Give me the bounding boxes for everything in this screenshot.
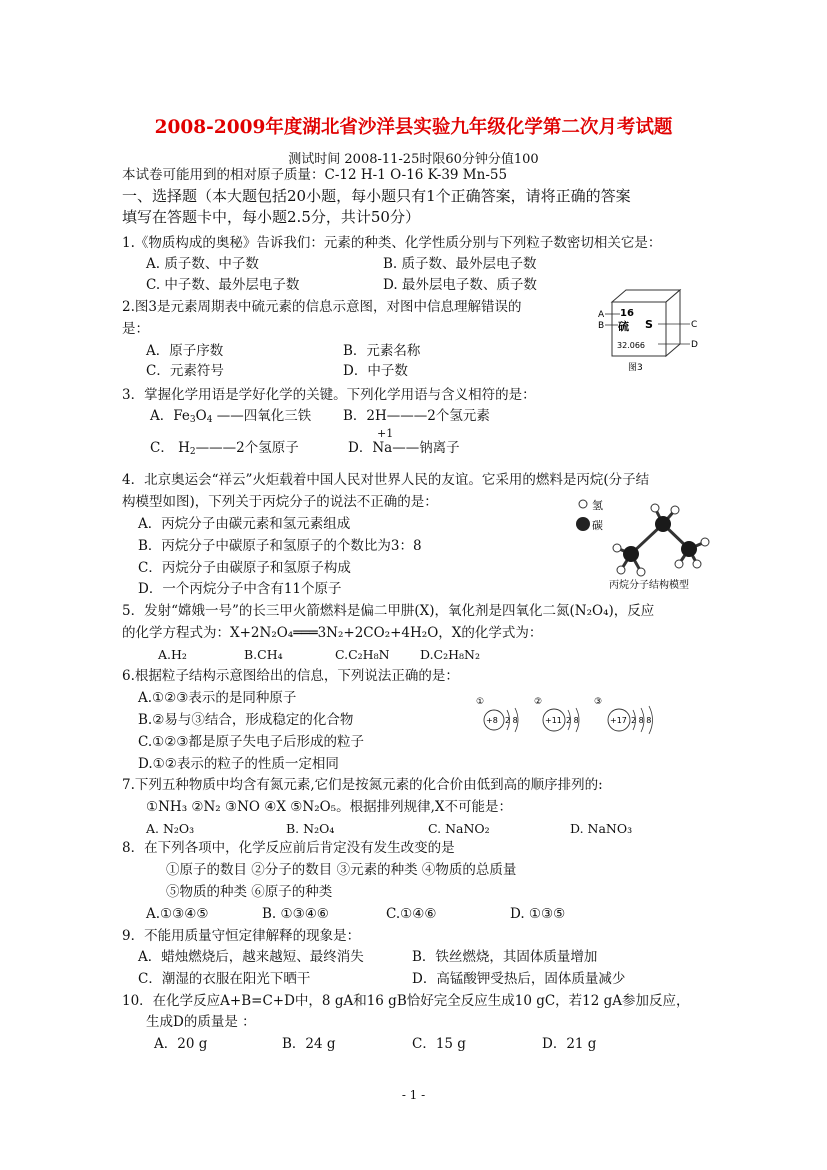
q2-stem: 2.图3是元素周期表中硫元素的信息示意图，对图中信息理解错误的 bbox=[122, 299, 522, 315]
page-title: 2008-2009年度湖北省沙洋县实验九年级化学第二次月考试题 bbox=[154, 117, 673, 138]
q8-items-2: ⑤物质的种类 ⑥原子的种类 bbox=[166, 884, 333, 900]
q4-option-d: D．一个丙烷分子中含有11个原子 bbox=[138, 581, 342, 597]
q8-items-1: ①原子的数目 ②分子的数目 ③元素的种类 ④物质的总质量 bbox=[166, 862, 517, 878]
legend-hydrogen: 氢 bbox=[592, 499, 603, 512]
element-name: 硫 bbox=[618, 320, 629, 333]
q5-stem: 5．发射“嫦娥一号”的长三甲火箭燃料是偏二甲肼(X)，氧化剂是四氧化二氮(N₂O₄)，反应 bbox=[122, 603, 655, 619]
q3-charge-mark: +1 bbox=[377, 427, 394, 440]
section-heading: 一、选择题（本大题包括20小题，每小题只有1个正确答案，请将正确的答案 bbox=[122, 187, 631, 205]
atomic-mass: 32.066 bbox=[617, 341, 645, 350]
q6-option-a: A.①②③表示的是同种原子 bbox=[138, 690, 297, 706]
q6-option-d: D.①②表示的粒子的性质一定相同 bbox=[138, 756, 339, 772]
atomic-masses: 本试卷可能用到的相对原子质量：C-12 H-1 O-16 K-39 Mn-55 bbox=[122, 167, 508, 183]
propane-model-figure bbox=[565, 494, 735, 592]
q5-option-d: D.C₂H₈N₂ bbox=[420, 647, 480, 662]
q2-option-b: B．元素名称 bbox=[343, 343, 421, 359]
q6-option-b: B.②易与③结合，形成稳定的化合物 bbox=[138, 712, 354, 728]
q7-option-d: D. NaNO₃ bbox=[570, 821, 633, 836]
particle-3-label: ③ bbox=[594, 697, 603, 707]
q7-stem: 7.下列五种物质中均含有氮元素,它们是按氮元素的化合价由低到高的顺序排列的: bbox=[122, 777, 603, 793]
q3-option-c: C． $H_2———2$个氢原子 bbox=[150, 440, 299, 457]
q10-stem-cont: 生成D的质量是 ： bbox=[146, 1014, 256, 1030]
q9-option-a: A．蜡烛燃烧后，越来越短、最终消失 bbox=[138, 949, 364, 965]
q8-option-b: B. ①③④⑥ bbox=[262, 906, 329, 922]
propane-caption: 丙烷分子结构模型 bbox=[609, 580, 689, 591]
label-c: C bbox=[691, 320, 698, 330]
label-b: B bbox=[598, 321, 605, 331]
q4-option-c: C．丙烷分子由碳原子和氢原子构成 bbox=[138, 560, 351, 576]
q9-option-d: D．高锰酸钾受热后，固体质量减少 bbox=[412, 971, 626, 987]
q8-option-a: A.①③④⑤ bbox=[146, 906, 209, 922]
q7-option-a: A. N₂O₃ bbox=[146, 821, 195, 836]
q2-option-a: A．原子序数 bbox=[146, 343, 224, 359]
q9-option-c: C．潮湿的衣服在阳光下晒干 bbox=[138, 971, 311, 987]
q3-option-a: A．$Fe_3O_4$ ——四氧化三铁 bbox=[150, 408, 312, 425]
q10-option-c: C．15 g bbox=[412, 1036, 466, 1052]
q5-equation: 的化学方程式为：X+2N₂O₄═══3N₂+2CO₂+4H₂O，X的化学式为： bbox=[122, 625, 543, 641]
q8-option-c: C.①④⑥ bbox=[386, 906, 437, 922]
section-heading-cont: 填写在答题卡中，每小题2.5分，共计50分） bbox=[122, 208, 420, 226]
legend-carbon: 碳 bbox=[592, 519, 603, 532]
sulfur-element-figure bbox=[590, 286, 710, 376]
particle-2-label: ② bbox=[534, 697, 543, 707]
particle-1-label: ① bbox=[476, 697, 485, 707]
q3-option-d: D．Na——钠离子 bbox=[348, 440, 460, 456]
particle-1-shells: 2 8 bbox=[505, 716, 518, 725]
q1-option-c: C. 中子数、最外层电子数 bbox=[146, 277, 300, 293]
q5-option-b: B.CH₄ bbox=[244, 647, 283, 662]
q10-option-b: B．24 g bbox=[282, 1036, 336, 1052]
particle-3-nucleus: +17 bbox=[610, 716, 627, 725]
q7-list: ①NH₃ ②N₂ ③NO ④X ⑤N₂O₅。根据排列规律,X不可能是： bbox=[146, 799, 512, 815]
q1-option-b: B. 质子数、最外层电子数 bbox=[383, 256, 537, 272]
q6-option-c: C.①②③都是原子失电子后形成的粒子 bbox=[138, 734, 364, 750]
q4-option-b: B．丙烷分子中碳原子和氢原子的个数比为3：8 bbox=[138, 538, 422, 554]
label-d: D bbox=[691, 340, 698, 350]
q10-stem: 10．在化学反应A+B=C+D中，8 gA和16 gB恰好完全反应生成10 gC，若12 gA参加反应， bbox=[122, 993, 690, 1009]
q2-option-c: C．元素符号 bbox=[146, 363, 224, 379]
q5-option-a: A.H₂ bbox=[158, 647, 187, 662]
q9-stem: 9．不能用质量守恒定律解释的现象是： bbox=[122, 928, 361, 944]
particle-2-nucleus: +11 bbox=[545, 716, 562, 725]
q7-option-b: B. N₂O₄ bbox=[286, 821, 335, 836]
figure-caption: 图3 bbox=[628, 363, 643, 373]
q3-option-b: B．2H———2个氢元素 bbox=[343, 408, 490, 424]
particle-3-shells: 2 8 8 bbox=[631, 716, 652, 725]
q7-option-c: C. NaNO₂ bbox=[428, 821, 490, 836]
q6-stem: 6.根据粒子结构示意图给出的信息，下列说法正确的是： bbox=[122, 668, 459, 684]
q3-stem: 3．掌握化学用语是学好化学的关键。下列化学用语与含义相符的是： bbox=[122, 387, 536, 403]
q1-option-a: A. 质子数、中子数 bbox=[146, 256, 259, 272]
q2-stem-cont: 是： bbox=[122, 321, 149, 337]
q4-stem-cont: 构模型如图)，下列关于丙烷分子的说法不正确的是： bbox=[122, 494, 438, 510]
page-number: - 1 - bbox=[401, 1088, 426, 1102]
particle-1-nucleus: +8 bbox=[486, 716, 498, 725]
q8-stem: 8．在下列各项中，化学反应前后肯定没有发生改变的是 bbox=[122, 840, 455, 856]
particle-structure-figure bbox=[472, 694, 682, 740]
q10-option-a: A．20 g bbox=[154, 1036, 208, 1052]
q4-stem: 4．北京奥运会“祥云”火炬载着中国人民对世界人民的友谊。它采用的燃料是丙烷(分子结 bbox=[122, 472, 650, 488]
element-symbol: S bbox=[645, 318, 653, 331]
q5-option-c: C.C₂H₈N bbox=[335, 647, 390, 662]
q9-option-b: B．铁丝燃烧，其固体质量增加 bbox=[412, 949, 598, 965]
q4-option-a: A．丙烷分子由碳元素和氢元素组成 bbox=[138, 516, 351, 532]
q2-option-d: D．中子数 bbox=[343, 363, 408, 379]
particle-2-shells: 2 8 bbox=[566, 716, 579, 725]
q1-option-d: D. 最外层电子数、质子数 bbox=[383, 277, 537, 293]
label-a: A bbox=[598, 310, 605, 320]
q10-option-d: D．21 g bbox=[542, 1036, 597, 1052]
atomic-number: 16 bbox=[620, 308, 634, 319]
q8-option-d: D. ①③⑤ bbox=[510, 906, 566, 922]
q1-stem: 1.《物质构成的奥秘》告诉我们：元素的种类、化学性质分别与下列粒子数密切相关它是： bbox=[122, 235, 662, 251]
exam-info: 测试时间 2008-11-25时限60分钟分值100 bbox=[288, 152, 539, 167]
